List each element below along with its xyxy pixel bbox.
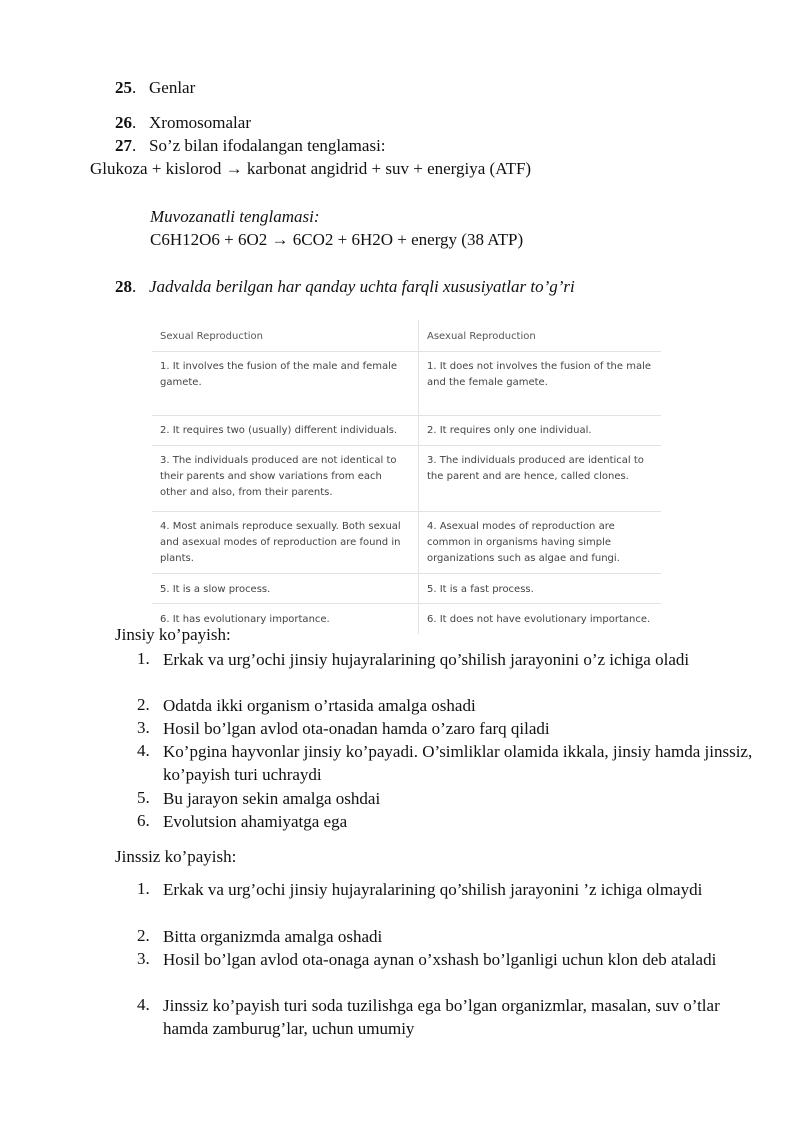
list-item: Jinssiz ko’payish turi soda tuzilishga ega bo’lgan organizmlar, masalan, suv o’tlar hamda zamburug’lar, uchun umumiy — [163, 996, 720, 1038]
list-item: Erkak va urg’ochi jinsiy hujayralarining qo’shilish jarayonini ’z ichiga olmaydi — [163, 880, 703, 899]
item-27: 27. So’z bilan ifodalangan tenglamasi: — [115, 136, 386, 155]
list-number: 4. — [137, 995, 150, 1014]
item-25: 25. Genlar — [115, 78, 196, 97]
list-number: 2. — [137, 926, 150, 945]
list-item: Bu jarayon sekin amalga oshdai — [163, 789, 381, 808]
table-cell: 1. It does not involves the fusion of the male and the female gamete. — [418, 352, 661, 416]
list-number: 3. — [137, 718, 150, 737]
list-item: Hosil bo’lgan avlod ota-onadan hamda o’zaro farq qiladi — [163, 719, 550, 738]
item-28: 28. Jadvalda berilgan har qanday uchta farqli xususiyatlar to’g’ri — [115, 277, 575, 296]
item-28-text: Jadvalda berilgan har qanday uchta farqli xususiyatlar to’g’ri — [149, 277, 575, 296]
table-cell: 1. It involves the fusion of the male and female gamete. — [152, 352, 418, 416]
list-item: Ko’pgina hayvonlar jinsiy ko’payadi. O’simliklar olamida ikkala, jinsiy hamda jinssiz, ko’payish turi uchraydi — [163, 742, 753, 784]
table-cell: 5. It is a slow process. — [152, 574, 418, 604]
table-header-sexual: Sexual Reproduction — [152, 320, 418, 352]
list-item: Erkak va urg’ochi jinsiy hujayralarining qo’shilish jarayonini o’z ichiga oladi — [163, 650, 690, 669]
item-26: 26. Xromosomalar — [115, 113, 251, 132]
item-27-text: So’z bilan ifodalangan tenglamasi: — [149, 136, 386, 155]
table-header-asexual: Asexual Reproduction — [418, 320, 661, 352]
table-cell: 3. The individuals produced are identical to the parent and are hence, called clones. — [418, 446, 661, 512]
table-cell: 2. It requires only one individual. — [418, 416, 661, 446]
list-number: 5. — [137, 788, 150, 807]
table-cell: 6. It has evolutionary importance. — [160, 614, 330, 625]
word-equation: Glukoza + kislorod → karbonat angidrid + suv + energiya (ATF) — [90, 159, 532, 178]
table-cell: 4. Asexual modes of reproduction are common in organisms having simple organizations such as algae and fungi. — [418, 512, 661, 574]
list-item: Hosil bo’lgan avlod ota-onaga aynan o’xshash bo’lganligi uchun klon deb ataladi — [163, 950, 717, 969]
list-item: Odatda ikki organism o’rtasida amalga oshadi — [163, 696, 476, 715]
table-cell: 5. It is a fast process. — [418, 574, 661, 604]
reproduction-comparison-table — [152, 320, 661, 625]
list-number: 1. — [137, 649, 150, 668]
table-cell: 4. Most animals reproduce sexually. Both sexual and asexual modes of reproduction are found in plants. — [152, 512, 418, 574]
list-item: Bitta organizmda amalga oshadi — [163, 927, 383, 946]
list-number: 3. — [137, 949, 150, 968]
table-cell: 2. It requires two (usually) different individuals. — [152, 416, 418, 446]
table-cell: 3. The individuals produced are not identical to their parents and show variations from each other and also, from their parents. — [152, 446, 418, 512]
list-item: Evolutsion ahamiyatga ega — [163, 812, 348, 831]
balanced-equation: C6H12O6 + 6O2 → 6CO2 + 6H2O + energy (38 ATP) — [150, 230, 524, 249]
item-25-text: Genlar — [149, 78, 196, 97]
asexual-reproduction-title: Jinssiz ko’payish: — [115, 847, 237, 866]
list-number: 1. — [137, 879, 150, 898]
sexual-reproduction-title: Jinsiy ko’payish: — [115, 625, 231, 644]
list-number: 6. — [137, 811, 150, 830]
list-number: 4. — [137, 741, 150, 760]
item-26-text: Xromosomalar — [149, 113, 251, 132]
list-number: 2. — [137, 695, 150, 714]
balanced-equation-label: Muvozanatli tenglamasi: — [150, 207, 320, 226]
table-cell: 6. It does not have evolutionary importance. — [418, 604, 661, 634]
